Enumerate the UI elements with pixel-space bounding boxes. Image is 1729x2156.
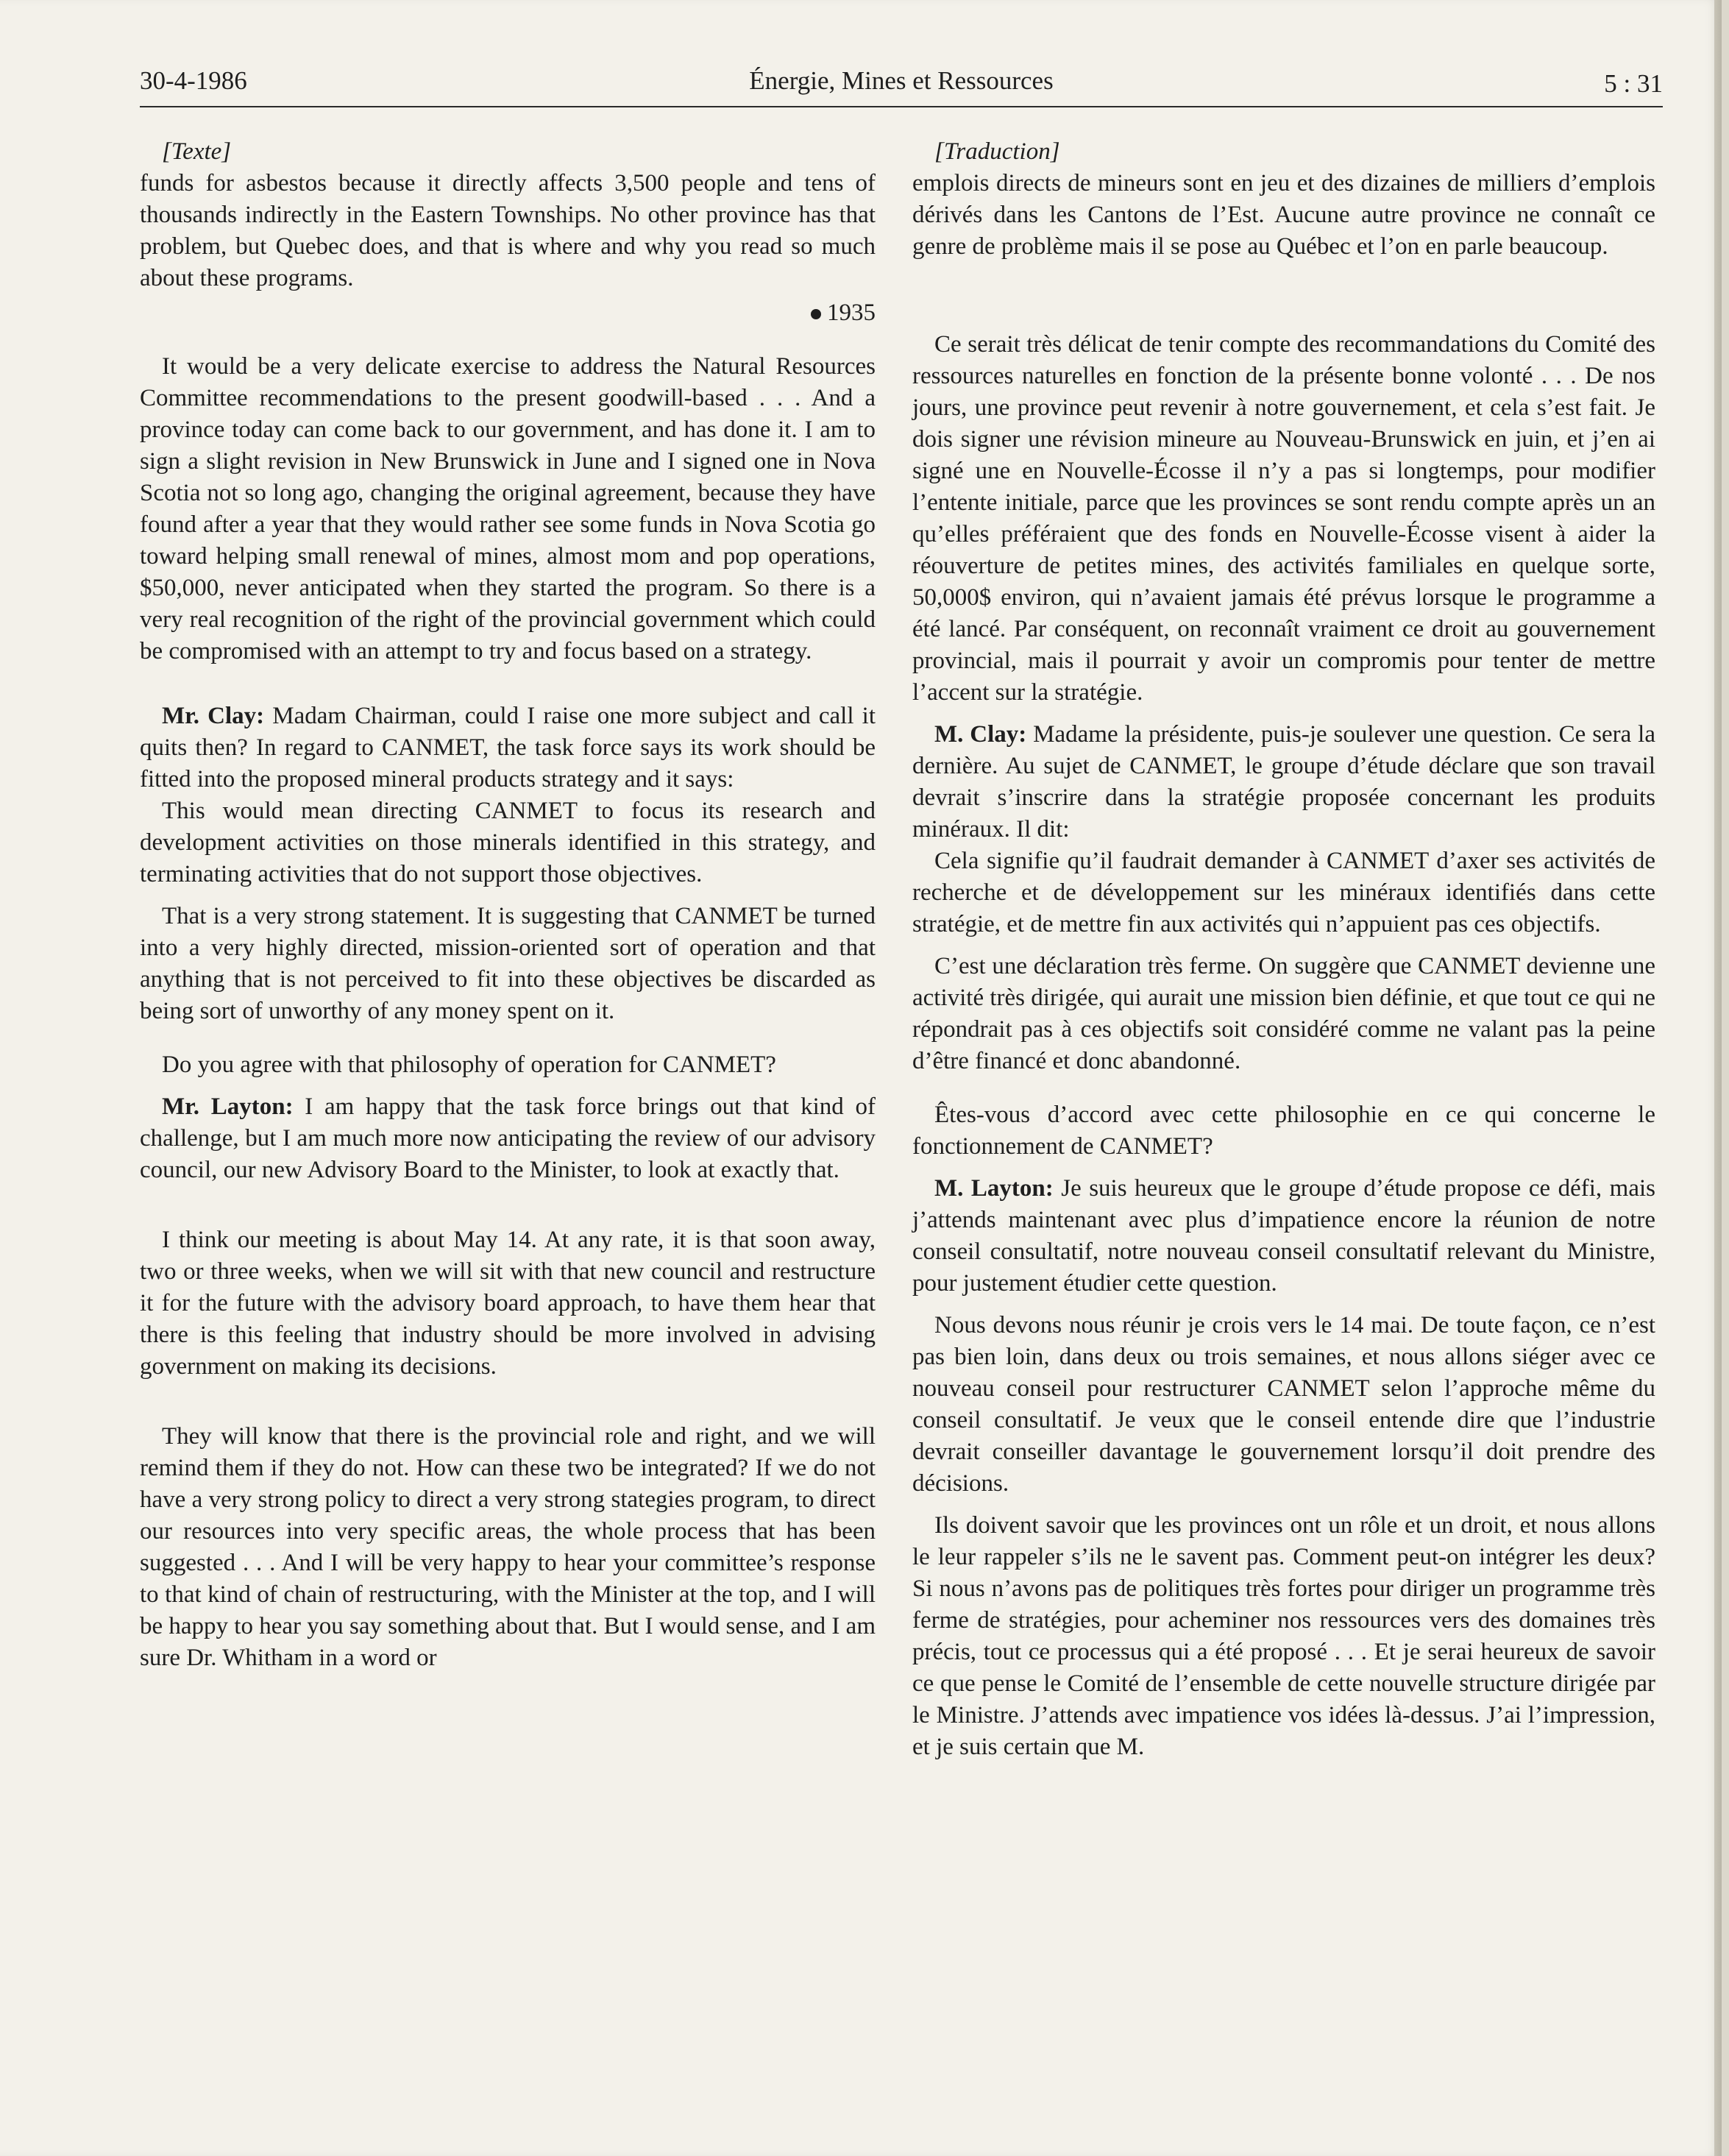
block-quote: This would mean directing CANMET to focus its research and development activities on those minerals identified in this strategy, and terminating activities that do not support those objectives. <box>140 798 876 887</box>
header-rule <box>140 106 1663 107</box>
language-tag: [Texte] <box>162 138 232 165</box>
header-page-number: 5 : 31 <box>1604 69 1663 98</box>
header-date: 30-4-1986 <box>140 66 247 95</box>
speech-text: Madam Chairman, could I raise one more subject and call it quits then? In regard to CANMET, the task force says its work should be fitted into the proposed mineral products strategy and it says: <box>140 703 876 792</box>
header-title: Énergie, Mines et Ressources <box>749 66 1054 95</box>
paragraph: It would be a very delicate exercise to address the Natural Resources Committee recommendations to the present goodwill-based . . . And a province today can come back to our government, and has done it. I am to sign a slight revision in New Brunswick in June and I signed one in Nova Scotia not so long ago, changing the original agreement, because they have found after a year that they would rather see some funds in Nova Scotia go toward helping small renewal of mines, almost mom and pop operations, $50,000, never anticipated when they started the program. So there is a very real recognition of the right of the provincial government which could be compromised with an attempt to try and focus based on a strategy. <box>140 353 876 664</box>
paragraph <box>912 719 1655 845</box>
time-stamp <box>140 297 876 329</box>
page-header <box>140 66 1663 110</box>
paragraph: Êtes-vous d’accord avec cette philosophie en ce qui concerne le fonctionnement de CANMET? <box>912 1102 1655 1160</box>
paragraph <box>140 701 876 795</box>
french-column <box>912 136 1655 1763</box>
paragraph: emplois directs de mineurs sont en jeu et des dizaines de milliers d’emplois dérivés dans les Cantons de l’Est. Aucune autre province ne connaît ce genre de problème mais il se pose au Québec et l’on en parle beaucoup. <box>912 170 1655 260</box>
paragraph: C’est une déclaration très ferme. On suggère que CANMET devienne une activité très dirigée, qui aurait une mission bien définie, et que tout ce qui ne répondrait pas à ces objectifs soit considéré comme ne valant pas la peine d’être financé et donc abandonné. <box>912 953 1655 1074</box>
block-quote: Cela signifie qu’il faudrait demander à CANMET d’axer ses activités de recherche et de développement sur les minéraux identifiés dans cette stratégie, et de mettre fin aux activités qui n’appuient pas ces objectifs. <box>912 848 1655 937</box>
speaker-name: Mr. Layton: <box>162 1093 294 1120</box>
page-edge-shadow <box>1714 0 1722 2156</box>
paragraph <box>912 1173 1655 1299</box>
paragraph: Do you agree with that philosophy of operation for CANMET? <box>162 1052 776 1078</box>
bullet-icon <box>811 309 821 319</box>
paragraph: funds for asbestos because it directly affects 3,500 people and tens of thousands indirectly in the Eastern Townships. No other province has that problem, but Quebec does, and that is where and why you read so much about these programs. <box>140 170 876 291</box>
paragraph: I think our meeting is about May 14. At any rate, it is that soon away, two or three weeks, when we will sit with that new council and restructure it for the future with the advisory board approach, to have them hear that there is this feeling that industry should be more involved in advising government on making its decisions. <box>140 1227 876 1380</box>
paragraph: Nous devons nous réunir je crois vers le 14 mai. De toute façon, ce n’est pas bien loin, dans deux ou trois semaines, et nous allons siéger avec ce nouveau conseil pour restructurer CANMET selon l’approche même du conseil consultatif. Je veux que le conseil entende dire que l’industrie devrait conseiller davantage le gouvernement lorsqu’il doit prendre des décisions. <box>912 1312 1655 1497</box>
paragraph: Ils doivent savoir que les provinces ont un rôle et un droit, et nous allons le leur rappeler s’ils ne le savent pas. Comment peut-on intégrer les deux? Si nous n’avons pas de politiques très fortes pour diriger un programme très ferme de stratégies, pour acheminer nos ressources vers des domaines très précis, tout ce processus qui a été proposé . . . Et je serai heureux de savoir ce que pense le Comité de l’ensemble de cette nouvelle structure dirigée par le Ministre. J’attends avec impatience vos idées là-dessus. J’ai l’impression, et je suis certain que M. <box>912 1512 1655 1760</box>
speech-text: I am happy that the task force brings out that kind of challenge, but I am much more now anticipating the review of our advisory council, our new Advisory Board to the Minister, to look at exactly that. <box>140 1093 876 1183</box>
time-stamp-text: 1935 <box>827 299 876 326</box>
speaker-name: Mr. Clay: <box>162 703 265 729</box>
speech-text: Je suis heureux que le groupe d’étude propose ce défi, mais j’attends maintenant avec plus d’impatience encore la réunion de notre conseil consultatif, notre nouveau conseil consultatif relevant du Ministre, pour justement étudier cette question. <box>912 1175 1655 1297</box>
paragraph: That is a very strong statement. It is suggesting that CANMET be turned into a very highly directed, mission-oriented sort of operation and that anything that is not perceived to fit into these objectives be discarded as being sort of unworthy of any money spent on it. <box>140 903 876 1024</box>
speaker-name: M. Layton: <box>934 1175 1054 1202</box>
speech-text: Madame la présidente, puis-je soulever une question. Ce sera la dernière. Au sujet de CANMET, le groupe d’étude déclare que son travail devrait s’inscrire dans la stratégie proposée concernant les produits minéraux. Il dit: <box>912 721 1656 843</box>
paragraph <box>140 1091 876 1186</box>
language-tag: [Traduction] <box>934 138 1060 165</box>
paragraph: Ce serait très délicat de tenir compte des recommandations du Comité des ressources naturelles en fonction de la présente bonne volonté . . . De nos jours, une province peut revenir à notre gouvernement, et cela s’est fait. Je dois signer une révision mineure au Nouveau-Brunswick en juin, et j’en ai signé une en Nouvelle-Écosse il n’y a pas si longtemps, pour modifier l’entente initiale, parce que les provinces se sont rendu compte après un an qu’elles préféraient que des fonds en Nouvelle-Écosse visent à aider la réouverture de petites mines, des activités familiales en quelque sorte, 50,000$ environ, qui n’avaient jamais été prévus lorsque le programme a été lancé. Par conséquent, on reconnaît vraiment ce droit au gouvernement provincial, mais il pourrait y avoir un compromis pour tenter de mettre l’accent sur la stratégie. <box>912 331 1655 706</box>
paragraph: They will know that there is the provincial role and right, and we will remind them if they do not. How can these two be integrated? If we do not have a very strong policy to direct a very strong stategies program, to direct our resources into very specific areas, the whole process that has been suggested . . . And I will be very happy to hear your committee’s response to that kind of chain of restructuring, with the Minister at the top, and I will be happy to hear you say something about that. But I would sense, and I am sure Dr. Whitham in a word or <box>140 1423 876 1671</box>
english-column <box>140 136 876 1674</box>
speaker-name: M. Clay: <box>934 721 1027 748</box>
